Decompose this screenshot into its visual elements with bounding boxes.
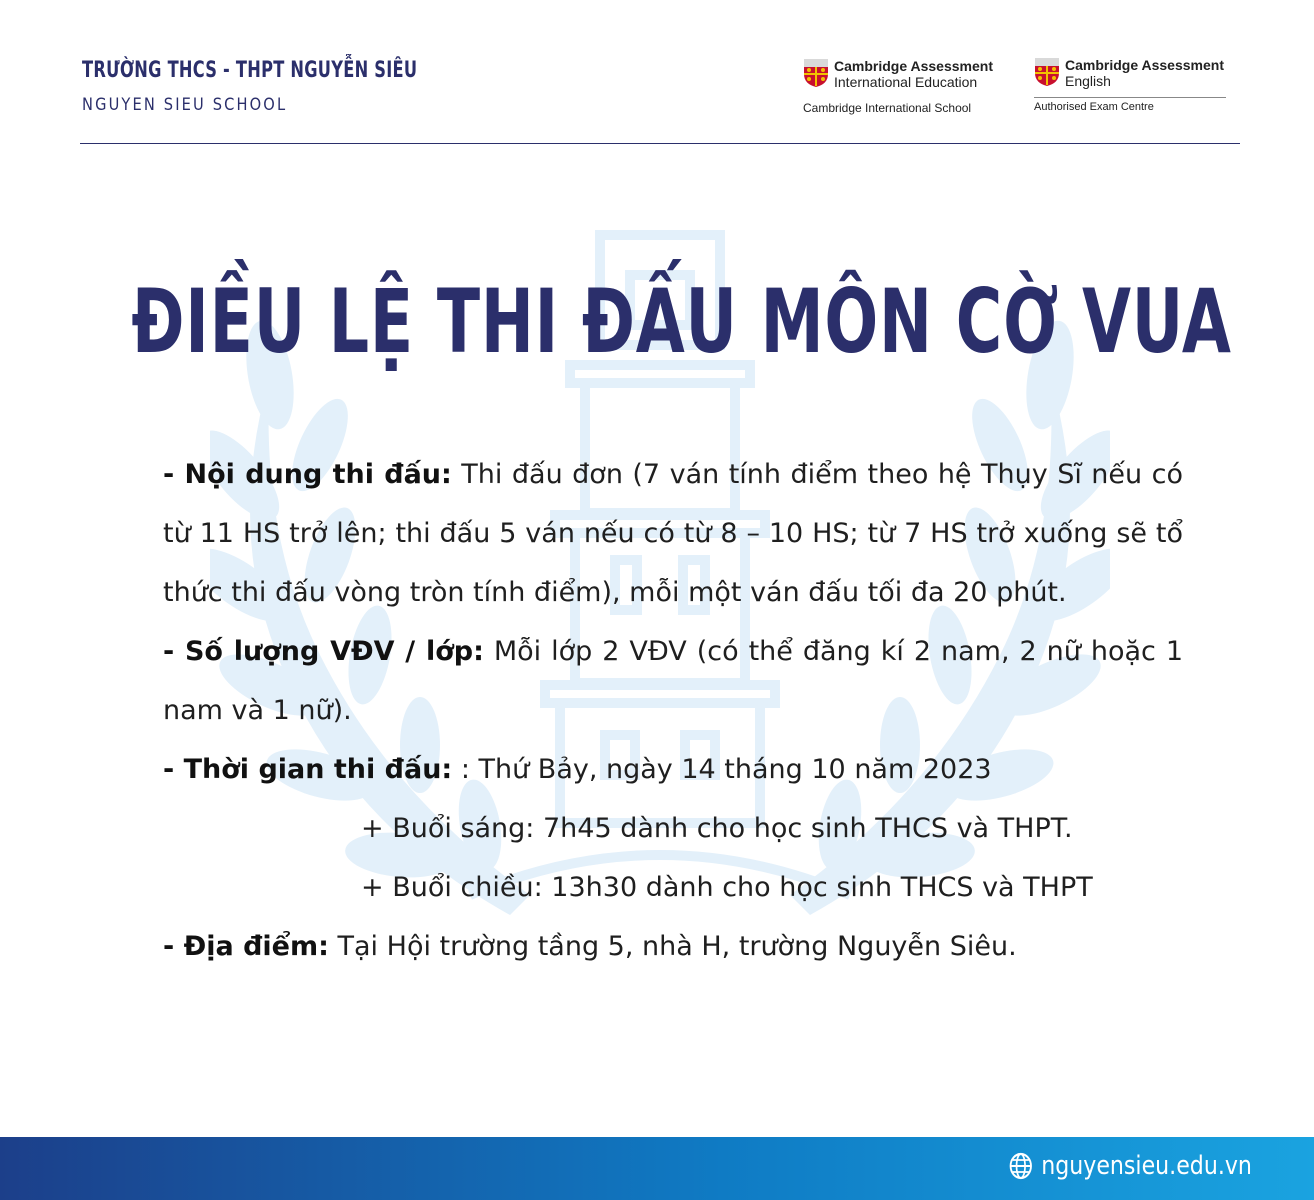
rule-time-item (163, 740, 1183, 799)
cambridge-2-line2: English (1065, 73, 1111, 89)
cambridge-2-line1: Cambridge Assessment (1065, 57, 1224, 73)
cambridge-2-line3: Authorised Exam Centre (1034, 101, 1154, 113)
cambridge-1-line3: Cambridge International School (803, 101, 972, 115)
school-name: TRƯỜNG THCS - THPT NGUYỄN SIÊU (82, 58, 418, 83)
rule-content-item (163, 445, 1183, 622)
cambridge-shield-icon (803, 58, 829, 88)
rule-time-label: - Thời gian thi đấu: (163, 754, 453, 785)
cambridge-1-line1: Cambridge Assessment (834, 58, 993, 74)
rule-players-text: Mỗi lớp 2 VĐV (có thể đăng kí 2 nam, 2 nữ hoặc 1 nam và 1 nữ). (163, 636, 1183, 726)
rule-place-text: Tại Hội trường tầng 5, nhà H, trường Nguyễn Siêu. (328, 931, 1017, 962)
rule-time-afternoon: + Buổi chiều: 13h30 dành cho học sinh THCS và THPT (361, 872, 1093, 903)
rule-place-item (163, 917, 1183, 976)
cambridge-international-logo (803, 58, 993, 115)
rule-place-label: - Địa điểm: (163, 931, 329, 962)
rule-time-morning: + Buổi sáng: 7h45 dành cho học sinh THCS và THPT. (361, 813, 1073, 844)
cambridge-shield-icon (1034, 57, 1060, 87)
cambridge-2-divider (1034, 97, 1226, 98)
rule-time-text: : Thứ Bảy, ngày 14 tháng 10 năm 2023 (452, 754, 992, 785)
cambridge-1-line2: International Education (834, 74, 978, 90)
rule-players-label: - Số lượng VĐV / lớp: (163, 636, 484, 667)
school-subtitle: NGUYEN SIEU SCHOOL (82, 95, 288, 115)
footer-bar (0, 1137, 1314, 1200)
school-header (82, 58, 491, 115)
header-divider (80, 143, 1240, 144)
cambridge-english-logo (1034, 57, 1224, 113)
website-link[interactable] (1009, 1151, 1252, 1181)
rule-content-label: - Nội dung thi đấu: (163, 459, 452, 490)
rules-content (163, 445, 1183, 976)
page-title: ĐIỀU LỆ THI ĐẤU MÔN CỜ VUA (131, 270, 1232, 373)
rule-content-text: Thi đấu đơn (7 ván tính điểm theo hệ Thụy Sĩ nếu có từ 11 HS trở lên; thi đấu 5 ván nếu có từ 8 – 10 HS; từ 7 HS trở xuống sẽ tổ thức thi đấu vòng tròn tính điểm), mỗi một ván đấu tối đa 20 phút. (163, 459, 1183, 608)
rule-players-item (163, 622, 1183, 740)
website-url: nguyensieu.edu.vn (1041, 1151, 1252, 1181)
globe-icon (1009, 1152, 1033, 1180)
